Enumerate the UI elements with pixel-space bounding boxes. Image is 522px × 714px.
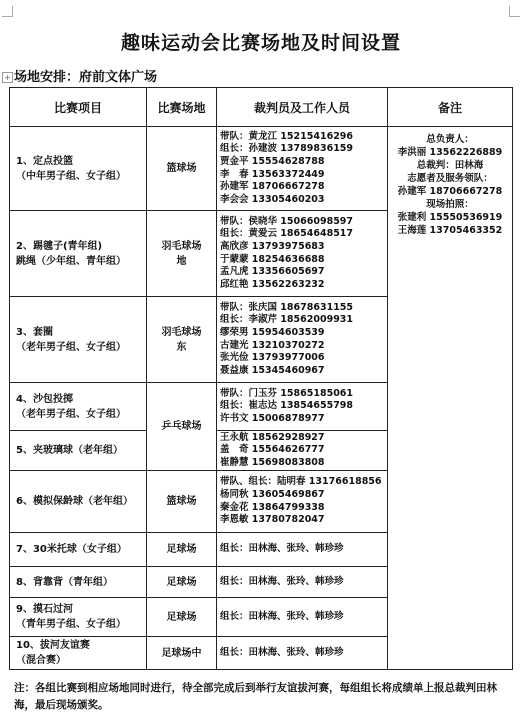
staff-line: 组长：崔志达 13854655798	[220, 400, 354, 412]
event-line: （混合赛）	[16, 655, 66, 666]
notes-line: 总负责人：	[426, 134, 474, 145]
staff-cell	[217, 431, 388, 471]
place-line: 羽毛球场	[161, 240, 202, 252]
place-line: 乒乓球场	[161, 421, 202, 432]
place-cell	[147, 567, 217, 598]
event-cell	[10, 637, 147, 670]
notes-line: 张建利 15550536919	[397, 212, 503, 223]
staff-line: 带队、组长：陆明春 13176618856	[220, 476, 382, 488]
header-staff: 裁判员及工作人员	[217, 88, 388, 127]
notes-line: 总裁判：田林海	[416, 160, 484, 171]
event-line: 10、拔河友谊赛	[16, 640, 90, 651]
event-line: （老年男子组、女子组）	[16, 341, 126, 353]
event-line: 5、夹玻璃球（老年组）	[16, 445, 123, 456]
notes-line: 现场拍照：	[426, 199, 474, 210]
event-line: 7、30米托球（女子组）	[16, 544, 127, 555]
table-row	[10, 127, 513, 211]
page-corner-mark-right	[509, 6, 520, 17]
place-line: 东	[176, 341, 187, 353]
table-move-handle-icon[interactable]: +	[2, 72, 13, 83]
notes-line: 李洪丽 13562226889	[397, 147, 503, 158]
staff-cell	[217, 567, 388, 598]
event-line: 4、沙包投掷	[16, 393, 73, 405]
staff-line: 组长：黄爱云 18654648517	[220, 228, 354, 240]
staff-line: 王永航 18562928927	[220, 431, 325, 443]
schedule-table	[9, 87, 513, 670]
staff-line: 高欣彦 13793975683	[220, 240, 325, 252]
event-line: （老年男子组、女子组）	[16, 408, 126, 420]
event-cell	[10, 431, 147, 471]
staff-line: 杨同秋 13605469867	[220, 488, 325, 500]
event-line: （青年男子组、女子组）	[16, 619, 126, 630]
staff-cell	[217, 471, 388, 533]
staff-line: 带队：张庆国 18678631155	[220, 301, 354, 313]
place-cell	[147, 211, 217, 297]
staff-line: 带队：侯晓华 15066098597	[220, 215, 354, 227]
staff-line: 聂益康 15345460967	[220, 364, 325, 376]
header-notes: 备注	[388, 88, 513, 127]
place-cell	[147, 637, 217, 670]
staff-line: 缪荣男 15954603539	[220, 326, 325, 338]
place-line: 羽毛球场	[161, 326, 202, 338]
staff-line: 组长：孙建波 13789836159	[220, 143, 354, 155]
place-cell	[147, 533, 217, 567]
table-header-row	[10, 88, 513, 127]
staff-line: 张光俭 13793977006	[220, 352, 325, 364]
notes-line: 孙建军 18706667278	[397, 186, 503, 197]
notes-line: 志愿者及服务领队：	[407, 173, 493, 184]
place-cell	[147, 471, 217, 533]
staff-cell	[217, 533, 388, 567]
staff-cell	[217, 211, 388, 297]
notes-cell	[388, 127, 513, 670]
event-line: 6、模拟保龄球（老年组）	[16, 496, 133, 507]
staff-line: 带队：门玉芬 15865185061	[220, 387, 354, 399]
staff-line: 于蒙蒙 18254636688	[220, 253, 325, 265]
place-cell	[147, 297, 217, 383]
staff-cell	[217, 383, 388, 431]
place-line: 篮球场	[166, 163, 197, 174]
staff-line: 贾金平 15554628788	[220, 155, 325, 167]
place-cell	[147, 598, 217, 637]
staff-line: 组长：田林海、张玲、韩珍珍	[220, 646, 344, 658]
event-cell	[10, 211, 147, 297]
place-line: 地	[176, 255, 187, 267]
staff-line: 孟凡虎 13356605697	[220, 266, 325, 278]
event-line: 1、定点投篮	[16, 155, 73, 167]
staff-line: 李会会 13305460203	[220, 193, 325, 205]
place-line: 足球场中	[161, 647, 202, 659]
event-cell	[10, 383, 147, 431]
place-cell	[147, 127, 217, 211]
place-cell	[147, 383, 217, 471]
event-cell	[10, 567, 147, 598]
event-cell	[10, 127, 147, 211]
event-line: （中年男子组、女子组）	[16, 170, 126, 182]
staff-line: 盖 奇 15564626777	[220, 444, 325, 456]
staff-cell	[217, 637, 388, 670]
event-line: 9、摸石过河	[16, 604, 73, 615]
staff-cell	[217, 127, 388, 211]
event-line: 2、踢毽子(青年组)	[16, 240, 103, 252]
header-event: 比赛项目	[10, 88, 147, 127]
document-title: 趣味运动会比赛场地及时间设置	[120, 32, 401, 54]
place-line: 足球场	[166, 544, 197, 555]
event-line: 8、背靠背（青年组）	[16, 576, 113, 588]
event-cell	[10, 297, 147, 383]
staff-line: 组长：田林海、张玲、韩珍珍	[220, 575, 344, 587]
staff-line: 孙建军 18706667278	[220, 181, 325, 193]
staff-line: 李恩敏 13780782047	[220, 514, 325, 526]
venue-line: 场地安排：府前文体广场	[14, 70, 158, 85]
staff-line: 秦金花 13864799338	[220, 501, 325, 513]
staff-line: 组长：李淑芹 18562009931	[220, 314, 354, 326]
staff-line: 古建光 13210370272	[220, 339, 325, 351]
event-cell	[10, 471, 147, 533]
staff-line: 李 春 13563372449	[220, 168, 325, 180]
place-line: 篮球场	[166, 496, 197, 507]
staff-line: 组长：田林海、张玲、韩珍珍	[220, 610, 344, 622]
place-line: 足球场	[166, 576, 197, 588]
event-cell	[10, 598, 147, 637]
staff-line: 组长：田林海、张玲、韩珍珍	[220, 543, 344, 555]
footer-note: 注：各组比赛到相应场地同时进行，待全部完成后到举行友谊拔河赛，每组组长将成绩单上报总裁判田林海，最后现场颁奖。	[14, 682, 497, 711]
event-line: 跳绳（少年组、青年组）	[16, 255, 126, 267]
header-place: 比赛场地	[147, 88, 217, 127]
staff-line: 许书文 15006878977	[220, 412, 325, 424]
staff-cell	[217, 598, 388, 637]
staff-line: 邱红艳 13562263232	[220, 278, 325, 290]
staff-cell	[217, 297, 388, 383]
staff-line: 崔静慧 15698083808	[220, 456, 325, 468]
notes-line: 王海莲 13705463352	[397, 225, 503, 236]
page-corner-mark-left	[2, 6, 13, 17]
place-line: 足球场	[166, 611, 197, 623]
event-line: 3、套圈	[16, 326, 53, 338]
staff-line: 带队：黄龙江 15215416296	[220, 130, 354, 142]
event-cell	[10, 533, 147, 567]
